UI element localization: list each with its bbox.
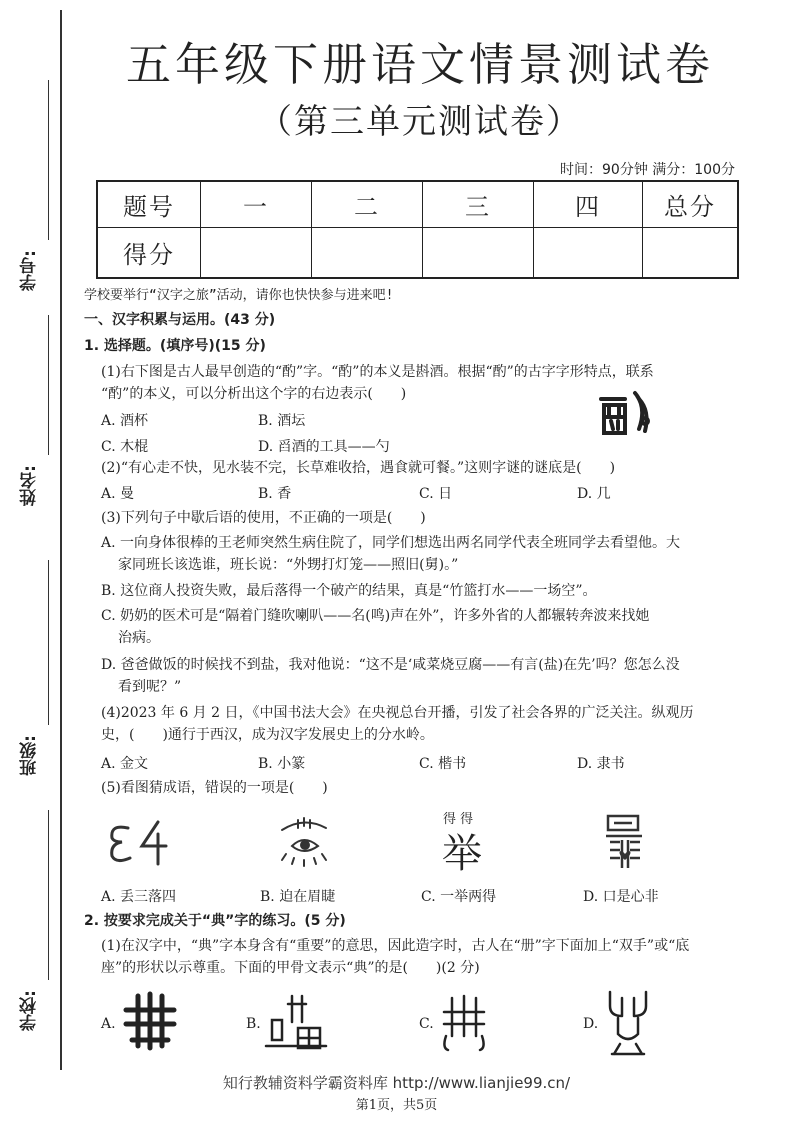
q1-sub3: (3)下列句子中歇后语的使用，不正确的一项是( ) — [101, 510, 426, 526]
q1-sub4-line1: (4)2023 年 6 月 2 日，《中国书法大会》在央视总台开播，引发了社会各界的广泛关注。纵观历 — [101, 705, 694, 721]
q1-sub3-option-a-line2: 家同班长该选谁，班长说：“外甥打灯笼——照旧(舅)。” — [118, 557, 459, 573]
option-b[interactable]: B. 小篆 — [258, 756, 306, 772]
score-table — [96, 180, 739, 279]
option-c[interactable]: C. 一举两得 — [421, 889, 497, 905]
oracle-glyph-c — [436, 992, 492, 1056]
oracle-option-d-label[interactable]: D. — [583, 1016, 599, 1032]
oracle-option-a-label[interactable]: A. — [101, 1016, 116, 1032]
option-a[interactable]: A. 酒杯 — [101, 413, 149, 429]
oracle-glyph-d — [600, 988, 656, 1058]
q1-sub2: (2)“有心走不快，见水装不完，长草难收拾，遇食就可餐。”这则字谜的谜底是( ) — [101, 460, 616, 476]
student-number-field[interactable] — [18, 80, 58, 310]
name-field[interactable] — [18, 315, 58, 525]
student-number-label: 学号: — [20, 250, 40, 291]
option-b[interactable]: B. 酒坛 — [258, 413, 306, 429]
school-label: 学校: — [20, 990, 40, 1031]
option-c[interactable]: C. 日 — [419, 486, 453, 502]
option-b[interactable]: B. 香 — [258, 486, 292, 502]
intro-text: 学校要举行“汉字之旅”活动，请你也快快参与进来吧! — [84, 288, 394, 303]
option-d[interactable]: D. 舀酒的工具——勺 — [258, 439, 390, 455]
score-input-cell[interactable] — [534, 227, 643, 278]
student-number-underline — [48, 80, 49, 240]
q1-sub1-line2: “酌”的本义，可以分析出这个字的右边表示( ) — [101, 386, 407, 402]
name-label: 姓名: — [20, 465, 40, 506]
option-c[interactable]: C. 楷书 — [419, 756, 467, 772]
score-header-cell: 一 — [201, 181, 312, 227]
q1-sub3-option-d-line2: 看到呢？” — [118, 679, 182, 695]
school-underline — [48, 810, 49, 980]
score-row-label: 得分 — [97, 227, 201, 278]
question-1-heading: 1. 选择题。(填序号)(15 分) — [84, 338, 266, 354]
oracle-option-b-label[interactable]: B. — [246, 1016, 261, 1032]
option-a[interactable]: A. 丢三落四 — [101, 889, 177, 905]
score-header-cell: 三 — [423, 181, 534, 227]
q1-sub3-option-c-line2: 治病。 — [118, 630, 160, 646]
q1-sub4-line2: 史，( )通行于西汉，成为汉字发展史上的分水岭。 — [101, 727, 434, 743]
q1-sub5: (5)看图猜成语，错误的一项是( ) — [101, 780, 328, 796]
q1-sub3-option-d-line1[interactable]: D. 爸爸做饭的时候找不到盐，我对他说：“这不是‘咸菜烧豆腐——有言(盐)在先’吗？您怎么没 — [101, 657, 680, 673]
oracle-option-c-label[interactable]: C. — [419, 1016, 434, 1032]
exam-subtitle: （第三单元测试卷） — [258, 102, 582, 142]
section-heading: 一、汉字积累与运用。(43 分) — [84, 312, 276, 328]
option-a[interactable]: A. 曼 — [101, 486, 135, 502]
q1-sub1-line1: (1)右下图是古人最早创造的“酌”字。“酌”的本义是斟酒。根据“酌”的古字字形特点，联系 — [101, 364, 654, 380]
option-a[interactable]: A. 金文 — [101, 756, 149, 772]
q2-sub1-line2: 座”的形状以示尊重。下面的甲骨文表示“典”的是( )(2 分) — [101, 960, 480, 976]
q2-sub1-line1: (1)在汉字中，“典”字本身含有“重要”的意思，因此造字时，古人在“册”字下面加上“双手”或“底 — [101, 938, 690, 954]
score-input-cell[interactable] — [201, 227, 312, 278]
idiom-picture-c-main: 举 — [442, 831, 482, 877]
binding-line — [60, 10, 62, 1070]
oracle-glyph-a — [118, 990, 182, 1054]
watermark-text: 知行教辅资料学霸资料库 http://www.lianjie99.cn/ — [222, 1074, 571, 1092]
score-input-cell[interactable] — [312, 227, 423, 278]
score-header-cell: 题号 — [97, 181, 201, 227]
option-b[interactable]: B. 迫在眉睫 — [260, 889, 336, 905]
q1-sub3-option-a-line1[interactable]: A. 一向身体很棒的王老师突然生病住院了，同学们想选出两名同学代表全班同学去看望他。大 — [101, 535, 681, 551]
q1-sub3-option-b[interactable]: B. 这位商人投资失败，最后落得一个破产的结果，真是“竹篮打水——一场空”。 — [101, 583, 597, 599]
score-header-cell: 四 — [534, 181, 643, 227]
idiom-picture-a — [100, 812, 180, 872]
name-underline — [48, 315, 49, 455]
exam-title: 五年级下册语文情景测试卷 — [125, 38, 714, 91]
page-number: 第1页，共5页 — [355, 1098, 438, 1113]
q1-sub3-option-c-line1[interactable]: C. 奶奶的医术可是“隔着门缝吹喇叭——名(鸣)声在外”，许多外省的人都辗转奔波来找她 — [101, 608, 650, 624]
class-field[interactable] — [18, 560, 58, 790]
idiom-picture-c-top: 得 得 — [443, 812, 474, 827]
idiom-picture-d — [600, 812, 650, 874]
class-label: 班级: — [20, 735, 40, 776]
school-field[interactable] — [18, 810, 58, 1040]
question-2-heading: 2. 按要求完成关于“典”字的练习。(5 分) — [84, 913, 346, 929]
score-header-cell: 二 — [312, 181, 423, 227]
oracle-glyph-b — [262, 990, 332, 1054]
option-d[interactable]: D. 几 — [577, 486, 611, 502]
option-c[interactable]: C. 木棍 — [101, 439, 149, 455]
score-input-cell[interactable] — [643, 227, 739, 278]
score-input-cell[interactable] — [423, 227, 534, 278]
idiom-picture-b — [268, 812, 340, 872]
binding-strip — [0, 0, 70, 1122]
option-d[interactable]: D. 口是心非 — [583, 889, 659, 905]
score-header-cell: 总分 — [643, 181, 739, 227]
ancient-zhuo-glyph-image — [595, 385, 655, 440]
time-info: 时间：90分钟 满分：100分 — [560, 162, 735, 178]
class-underline — [48, 560, 49, 725]
option-d[interactable]: D. 隶书 — [577, 756, 625, 772]
